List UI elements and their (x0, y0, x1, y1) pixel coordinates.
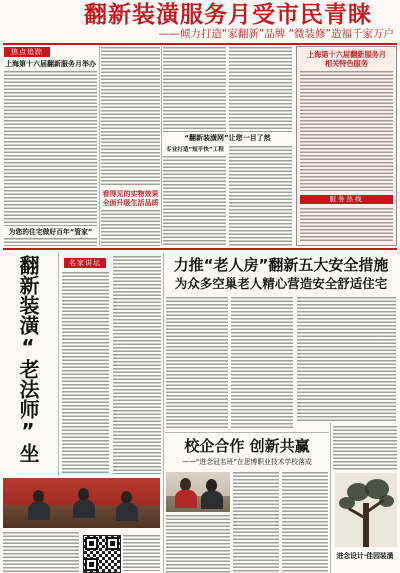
footer-brand: 进念设计·佳园装潢 (336, 552, 394, 560)
body-text-block (333, 426, 397, 470)
body-text-block (123, 535, 160, 571)
section-divider (3, 248, 397, 250)
body-text-block (4, 238, 97, 246)
article-subheading: 看得见的实物效果 (102, 190, 159, 198)
section-divider-thin (165, 432, 329, 433)
qr-finder (85, 558, 98, 571)
person-figure (116, 503, 138, 521)
service-sidebar (296, 46, 397, 246)
article-subheading: 全面升级生活品质 (102, 199, 159, 207)
body-text-block (4, 71, 97, 226)
body-text-block (62, 272, 109, 474)
article-subheading: “翻新装潢网”让您一目了然 (184, 134, 271, 142)
body-text-block (166, 515, 230, 573)
article-heading: 上海第十六届翻新服务月举办 (5, 60, 96, 68)
body-text-block (297, 297, 396, 421)
header-divider (3, 43, 397, 45)
body-text-block (282, 472, 328, 573)
main-headline: 力推“老人房”翻新五大安全措施 (173, 256, 389, 274)
body-text-block (300, 71, 393, 191)
column-divider (163, 253, 164, 573)
hotline-bar: 服务热线 (300, 195, 393, 204)
body-text-block (300, 208, 393, 241)
photo-school-ceremony (166, 472, 230, 512)
tree-foliage (379, 495, 394, 507)
sidebar-title: 上海第十六届翻新服务月 (306, 50, 387, 59)
page-title: 翻新装潢服务月受市民青睐 (84, 2, 372, 28)
section-tag-hot: 热点追踪 (4, 47, 50, 57)
article-subheading: 专业打造“短平快”工程 (166, 147, 224, 153)
tree-foliage (339, 497, 355, 509)
body-text-block (233, 472, 279, 573)
person-figure (73, 500, 95, 518)
main-subheadline: 为众多空巢老人精心营造安全舒适住宅 (174, 276, 388, 291)
person-figure (201, 491, 223, 509)
body-text-block (166, 297, 228, 428)
body-text-block (3, 532, 79, 573)
body-text-block (231, 297, 293, 428)
column-divider (161, 46, 162, 246)
cooperation-headline: 校企合作 创新共赢 (184, 437, 310, 455)
body-text-block (163, 47, 226, 132)
masthead (0, 0, 400, 42)
qr-finder (85, 537, 98, 550)
photo-consultation (3, 478, 160, 528)
column-divider (330, 423, 331, 573)
cooperation-subheadline: ——“进念冠名班”在思博职业技术学校落成 (182, 458, 312, 466)
photo-tree-artwork (335, 473, 397, 547)
body-text-block (101, 210, 160, 246)
column-divider (99, 46, 100, 246)
qr-code (83, 535, 121, 573)
person-figure (175, 490, 197, 508)
body-text-block (163, 156, 226, 246)
article-subheading: 为您的住宅做好百年“管家” (8, 228, 93, 236)
body-text-block (229, 47, 292, 132)
column-divider (58, 253, 59, 475)
qr-finder (106, 537, 119, 550)
body-text-block (101, 47, 160, 187)
body-text-block (229, 146, 292, 246)
sidebar-title: 相关特色服务 (324, 59, 369, 68)
body-text-block (113, 256, 161, 474)
section-tag-lecture: 名家讲坛 (64, 258, 106, 268)
person-figure (28, 502, 50, 520)
vertical-headline: 翻新装潢“老法师”坐 (16, 255, 40, 463)
page-subtitle: ——倾力打造“家翻新”品牌 “微装修”造福千家万户 (158, 28, 394, 40)
